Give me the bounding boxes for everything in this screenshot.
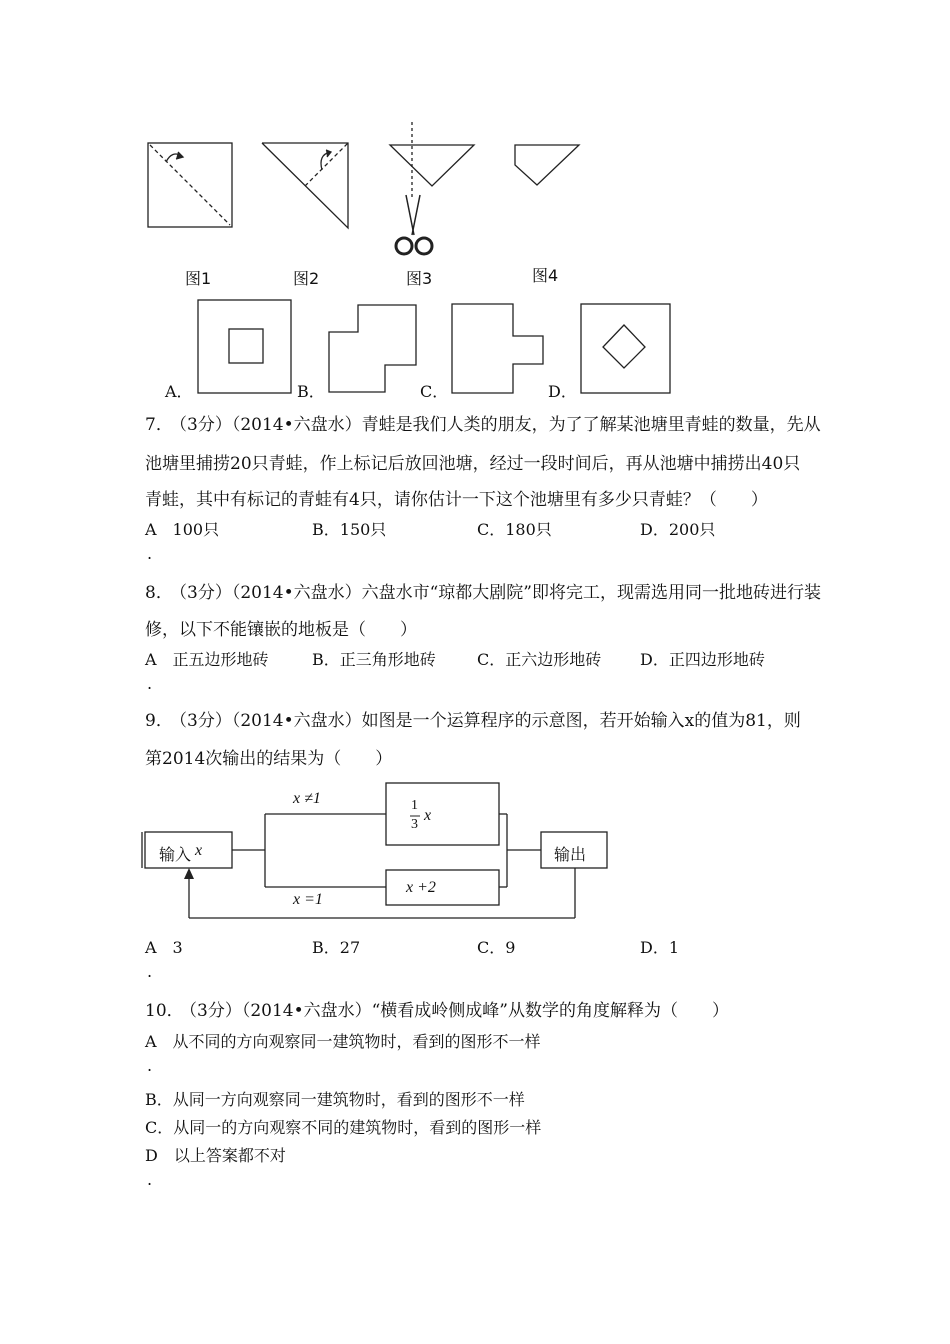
- option-b-figure: [329, 305, 416, 392]
- figure-1-square: [148, 143, 232, 227]
- q10-option-a: A 从不同的方向观察同一建筑物时，看到的图形不一样: [145, 1032, 541, 1051]
- figure-caption-4: 图4: [532, 266, 559, 285]
- q9-option-b: B．27: [312, 938, 361, 957]
- condition-top: x ≠1: [293, 790, 321, 807]
- input-label: 输入: [159, 845, 192, 864]
- q8-option-b: B．正三角形地砖: [312, 650, 436, 669]
- q7-option-a: A 100只: [145, 520, 220, 539]
- input-var: x: [195, 842, 203, 859]
- folding-figures: [0, 0, 950, 300]
- bottom-operation: x +2: [406, 879, 436, 896]
- fraction-denominator: 3: [411, 817, 418, 832]
- q8-line-1: （3分）（2014•六盘水）六盘水市“琼都大剧院”即将完工，现需选用同一批地砖进行装: [170, 583, 821, 603]
- q8-line-2: 修，以下不能镶嵌的地板是（ ）: [145, 620, 417, 640]
- fraction-numerator: 1: [411, 798, 418, 813]
- figure-2-triangle: [262, 143, 348, 228]
- option-a-letter: A．: [165, 382, 193, 401]
- option-d-letter: D．: [548, 382, 577, 401]
- output-label: 输出: [554, 845, 587, 864]
- condition-bottom: x =1: [293, 891, 323, 908]
- option-d-figure: [581, 304, 670, 393]
- figure-3-triangle: [390, 122, 474, 200]
- bottom-operation-box: [386, 870, 499, 905]
- figure-caption-1: 图1: [185, 269, 212, 288]
- q8-number: 8．: [145, 583, 173, 603]
- q10-option-b: B．从同一方向观察同一建筑物时，看到的图形不一样: [145, 1090, 525, 1109]
- q10-line: （3分）（2014•六盘水）“横看成岭侧成峰”从数学的角度解释为（ ）: [180, 1001, 729, 1021]
- option-c-figure: [452, 304, 543, 393]
- q7-option-c: C．180只: [477, 520, 552, 539]
- q10-option-a-dot: .: [147, 1056, 153, 1075]
- flowchart: [0, 775, 950, 935]
- figure-4-shape: [515, 145, 579, 185]
- q9-number: 9．: [145, 711, 173, 731]
- q10-number: 10．: [145, 1001, 184, 1021]
- q7-dot: .: [147, 544, 153, 563]
- q10-option-d: D 以上答案都不对: [145, 1146, 286, 1165]
- fraction-var: x: [424, 807, 432, 824]
- q9-line-2: 第2014次输出的结果为（ ）: [145, 749, 393, 769]
- q7-line-2: 池塘里捕捞20只青蛙，作上标记后放回池塘，经过一段时间后，再从池塘中捕捞出40只: [145, 454, 801, 474]
- q7-line-3: 青蛙，其中有标记的青蛙有4只，请你估计一下这个池塘里有多少只青蛙？（ ）: [145, 490, 768, 510]
- q9-dot: .: [147, 962, 153, 981]
- arrow-up-icon: [184, 868, 194, 879]
- q7-option-b: B．150只: [312, 520, 387, 539]
- q8-option-d: D．正四边形地砖: [640, 650, 765, 669]
- q9-option-c: C．9: [477, 938, 516, 957]
- option-a-figure: [198, 300, 291, 393]
- q8-option-a: A 正五边形地砖: [145, 650, 269, 669]
- option-c-letter: C．: [420, 382, 449, 401]
- top-operation-box: [386, 783, 499, 845]
- q10-option-c: C．从同一的方向观察不同的建筑物时，看到的图形一样: [145, 1118, 542, 1137]
- q7-option-d: D．200只: [640, 520, 716, 539]
- scissors-icon: [396, 195, 432, 254]
- q8-dot: .: [147, 674, 153, 693]
- q10-dot: .: [147, 1170, 153, 1189]
- q7-number: 7．: [145, 415, 173, 435]
- q7-line-1: （3分）（2014•六盘水）青蛙是我们人类的朋友，为了了解某池塘里青蛙的数量，先从: [170, 415, 821, 435]
- option-b-letter: B．: [297, 382, 325, 401]
- q9-option-d: D．1: [640, 938, 680, 957]
- figure-caption-2: 图2: [293, 269, 320, 288]
- q9-option-a: A 3: [145, 938, 183, 957]
- q9-line-1: （3分）（2014•六盘水）如图是一个运算程序的示意图，若开始输入x的值为81，则: [170, 711, 801, 731]
- figure-caption-3: 图3: [406, 269, 433, 288]
- q8-option-c: C．正六边形地砖: [477, 650, 602, 669]
